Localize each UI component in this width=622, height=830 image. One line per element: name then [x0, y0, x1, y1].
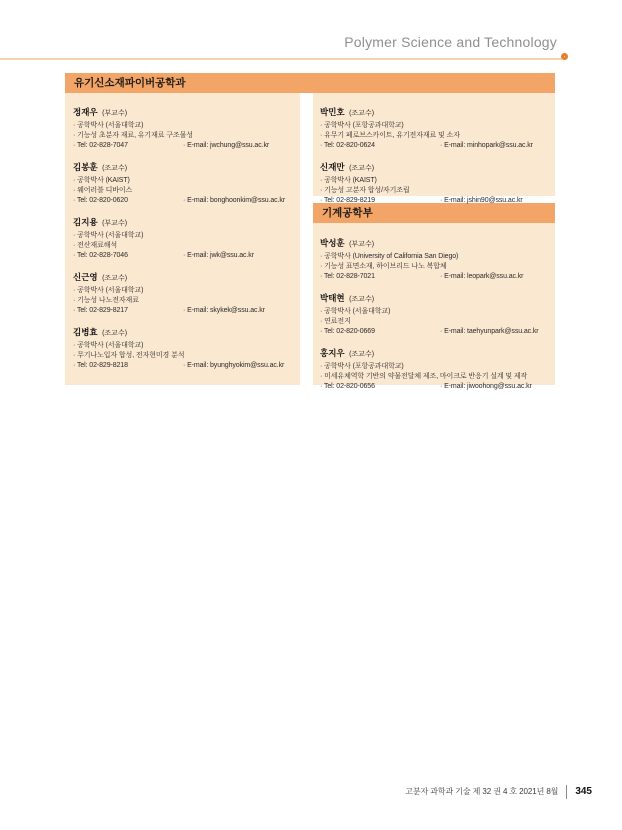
faculty-contact-line	[320, 141, 551, 151]
section-title: 유기신소재파이버공학과	[74, 77, 186, 89]
faculty-degree: · 공학박사 (KAIST)	[73, 176, 296, 186]
faculty-email: · E-mail: bonghoonkim@ssu.ac.kr	[183, 196, 285, 206]
faculty-contact-line	[320, 272, 551, 282]
faculty-position: (조교수)	[102, 330, 128, 337]
faculty-degree: · 공학박사 (University of California San Diego)	[320, 252, 551, 262]
faculty-list	[73, 105, 296, 371]
faculty-name: 박성훈	[320, 238, 345, 248]
faculty-degree: · 공학박사 (서울대학교)	[73, 121, 296, 131]
faculty-position: (부교수)	[349, 241, 375, 248]
section-header-mechanical-engineering	[313, 203, 555, 223]
header-rule	[0, 58, 562, 60]
faculty-entry	[73, 105, 296, 151]
footer-journal-info: 고분자 과학과 기술 제 32 권 4 호 2021년 8월	[405, 787, 559, 796]
faculty-entry	[73, 215, 296, 261]
faculty-email: · E-mail: byunghyokim@ssu.ac.kr	[183, 361, 284, 371]
faculty-panel-right-bottom	[313, 223, 555, 390]
faculty-panel-right-top	[313, 93, 555, 204]
faculty-entry	[320, 105, 551, 151]
faculty-research: · 전산재료해석	[73, 241, 296, 251]
faculty-name: 정재우	[73, 107, 98, 117]
faculty-list	[320, 236, 551, 392]
faculty-position: (조교수)	[349, 296, 375, 303]
faculty-tel: · Tel: 02-829-8219	[320, 196, 440, 206]
faculty-position: (조교수)	[102, 165, 128, 172]
faculty-email: · E-mail: minhopark@ssu.ac.kr	[440, 141, 533, 151]
faculty-position: (부교수)	[102, 110, 128, 117]
faculty-research: · 웨어러블 디바이스	[73, 186, 296, 196]
faculty-email: · E-mail: jiwoohong@ssu.ac.kr	[440, 382, 532, 392]
faculty-position: (조교수)	[349, 110, 375, 117]
faculty-email: · E-mail: skykek@ssu.ac.kr	[183, 306, 265, 316]
faculty-name: 김병효	[73, 327, 98, 337]
faculty-list	[320, 105, 551, 206]
faculty-position: (조교수)	[102, 275, 128, 282]
faculty-panel-left	[65, 93, 300, 385]
right-column	[313, 93, 555, 390]
faculty-contact-line	[73, 361, 296, 371]
faculty-degree: · 공학박사 (포항공과대학교)	[320, 362, 551, 372]
faculty-entry	[320, 291, 551, 337]
header-ring-icon	[561, 53, 568, 60]
faculty-email: · E-mail: jshin90@ssu.ac.kr	[440, 196, 523, 206]
faculty-name-line	[320, 236, 551, 250]
section-header-organic-materials	[65, 73, 555, 93]
faculty-name: 김봉훈	[73, 162, 98, 172]
faculty-name: 신근영	[73, 272, 98, 282]
faculty-tel: · Tel: 02-820-0620	[73, 196, 183, 206]
faculty-position: (부교수)	[102, 220, 128, 227]
faculty-tel: · Tel: 02-829-8217	[73, 306, 183, 316]
faculty-email: · E-mail: jwchung@ssu.ac.kr	[183, 141, 269, 151]
faculty-entry	[320, 236, 551, 282]
faculty-degree: · 공학박사 (서울대학교)	[320, 307, 551, 317]
faculty-name-line	[73, 105, 296, 119]
faculty-research: · 기능성 초분자 재료, 유기재료 구조물성	[73, 131, 296, 141]
faculty-tel: · Tel: 02-820-0656	[320, 382, 440, 392]
faculty-name: 박태현	[320, 293, 345, 303]
faculty-research: · 유무기 페로브스카이트, 유기전자재료 및 소자	[320, 131, 551, 141]
faculty-contact-line	[320, 327, 551, 337]
faculty-contact-line	[73, 196, 296, 206]
faculty-name: 박민호	[320, 107, 345, 117]
faculty-name-line	[320, 105, 551, 119]
faculty-degree: · 공학박사 (서울대학교)	[73, 286, 296, 296]
faculty-tel: · Tel: 02-828-7047	[73, 141, 183, 151]
faculty-entry	[73, 325, 296, 371]
faculty-research: · 기능성 고분자 합성/자기조립	[320, 186, 551, 196]
faculty-name: 홍지우	[320, 348, 345, 358]
faculty-name-line	[320, 346, 551, 360]
faculty-research: · 기능성 나노전자재료	[73, 296, 296, 306]
faculty-name-line	[320, 291, 551, 305]
faculty-degree: · 공학박사 (서울대학교)	[73, 341, 296, 351]
faculty-contact-line	[73, 251, 296, 261]
faculty-tel: · Tel: 02-820-0624	[320, 141, 440, 151]
faculty-name-line	[73, 160, 296, 174]
faculty-name-line	[73, 215, 296, 229]
faculty-entry	[73, 160, 296, 206]
faculty-name: 김지용	[73, 217, 98, 227]
faculty-email: · E-mail: jwk@ssu.ac.kr	[183, 251, 254, 261]
faculty-name-line	[320, 160, 551, 174]
faculty-contact-line	[73, 306, 296, 316]
faculty-tel: · Tel: 02-828-7046	[73, 251, 183, 261]
faculty-research: · 무기나노입자 합성, 전자현미경 분석	[73, 351, 296, 361]
footer-divider	[566, 785, 567, 799]
faculty-degree: · 공학박사 (KAIST)	[320, 176, 551, 186]
faculty-name: 신재만	[320, 162, 345, 172]
faculty-name-line	[73, 325, 296, 339]
section-title: 기계공학부	[322, 207, 373, 219]
faculty-degree: · 공학박사 (포항공과대학교)	[320, 121, 551, 131]
faculty-degree: · 공학박사 (서울대학교)	[73, 231, 296, 241]
faculty-entry	[320, 160, 551, 206]
page-footer	[405, 784, 592, 799]
faculty-position: (조교수)	[349, 165, 375, 172]
page-number: 345	[575, 786, 592, 797]
faculty-name-line	[73, 270, 296, 284]
faculty-tel: · Tel: 02-829-8218	[73, 361, 183, 371]
faculty-research: · 미세유체역학 기반의 약물전달체 제조, 마이크로 반응기 설계 및 제작	[320, 372, 551, 382]
faculty-entry	[320, 346, 551, 392]
faculty-position: (조교수)	[349, 351, 375, 358]
faculty-tel: · Tel: 02-820-0669	[320, 327, 440, 337]
journal-running-head: Polymer Science and Technology	[344, 34, 557, 50]
faculty-email: · E-mail: leopark@ssu.ac.kr	[440, 272, 523, 282]
faculty-research: · 연료전지	[320, 317, 551, 327]
faculty-research: · 기능성 표면소재, 하이브리드 나노 복합체	[320, 262, 551, 272]
faculty-contact-line	[73, 141, 296, 151]
faculty-entry	[73, 270, 296, 316]
faculty-tel: · Tel: 02-828-7021	[320, 272, 440, 282]
faculty-email: · E-mail: taehyunpark@ssu.ac.kr	[440, 327, 539, 337]
faculty-contact-line	[320, 382, 551, 392]
